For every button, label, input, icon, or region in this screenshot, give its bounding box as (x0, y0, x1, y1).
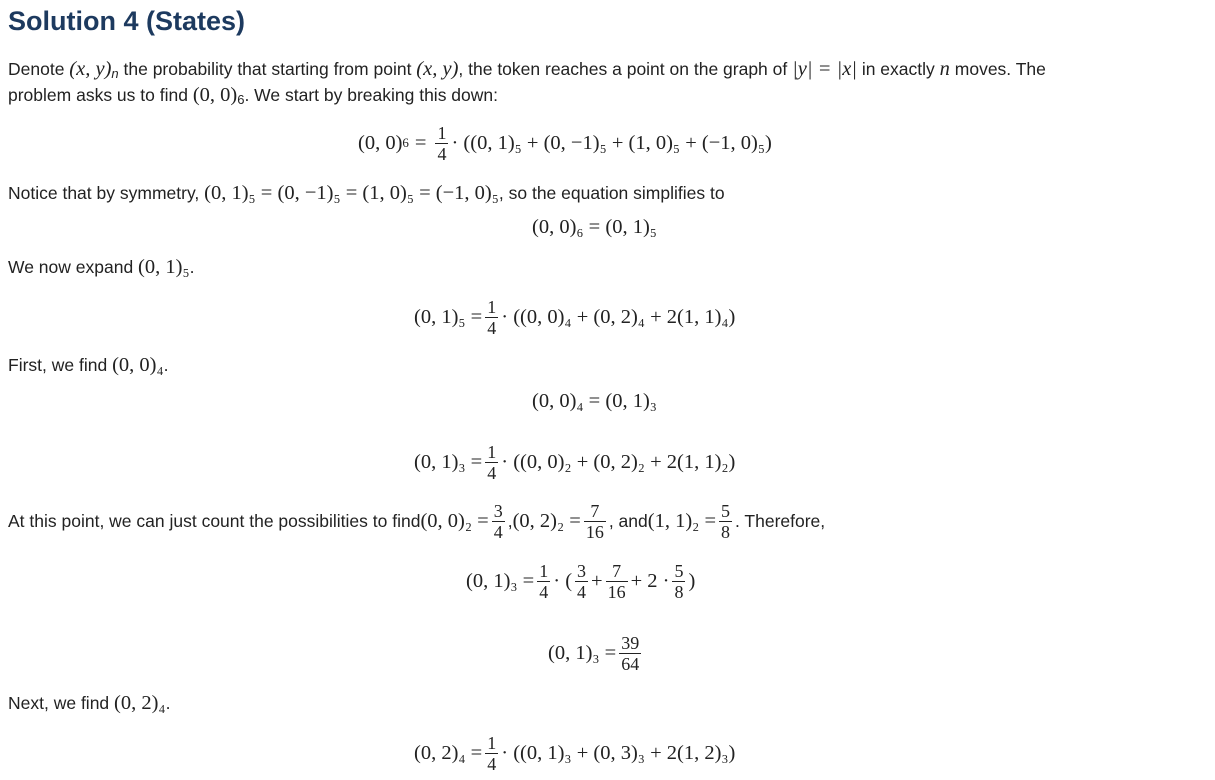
fraction: $\frac{5}{8}$ (721, 500, 731, 542)
fraction: $\frac{1}{4}$ (487, 296, 497, 338)
paragraph-first: First, we find (0, 0)₄. (8, 354, 169, 376)
fraction: $\frac{7}{16}$ (607, 560, 626, 602)
fraction: $\frac{1}{4}$ (437, 122, 447, 164)
paragraph-expand: We now expand (0, 1)₅. (8, 256, 195, 278)
fraction: $\frac{7}{16}$ (585, 500, 604, 542)
fraction: $\frac{5}{8}$ (674, 560, 684, 602)
paragraph-intro: Denote (x, $y)_n$ the probability that starting from point (x, y), the token reaches a point on the graph of |y| = |x| in exactly n moves. The (8, 58, 1046, 81)
equation-7: (0, 1)₃ = $\frac{39}{64}$ (548, 632, 640, 674)
fraction: $\frac{3}{4}$ (577, 560, 587, 602)
paragraph-count: At this point, we can just count the possibilities to find (0, 0)₂ = $\frac{3}{4}$ , (0, 2)₂ = $\frac{7}{16}$ , and (1, 1)₂ = $\frac{5}{8}$ . Therefore, (8, 500, 826, 542)
fraction: $\frac{1}{4}$ (487, 732, 497, 774)
paragraph-symmetry: Notice that by symmetry, (0, 1)₅ = (0, −1)₅ = (1, 0)₅ = (−1, 0)₅, so the equation simplifies to (8, 182, 725, 204)
paragraph-next: Next, we find (0, 2)₄. (8, 692, 171, 714)
equation-8: (0, 2)₄ = $\frac{1}{4}$ · ((0, 1)₃ + (0, 3)₃ + 2(1, 2)₃) (414, 732, 736, 774)
fraction: $\frac{1}{4}$ (487, 441, 497, 483)
equation-1: (0, 0) 6 = $\frac{1}{4}$ · ((0, 1)₅ + (0, −1)₅ + (1, 0)₅ + (−1, 0)₅) (358, 122, 772, 164)
solution-title: Solution 4 (States) (8, 6, 246, 36)
equation-4: (0, 0)₄ = (0, 1)₃ (532, 390, 657, 412)
equation-6: (0, 1)₃ = $\frac{1}{4}$ · ( $\frac{3}{4}$ + $\frac{7}{16}$ + 2 · $\frac{5}{8}$ ) (466, 560, 696, 602)
fraction: $\frac{39}{64}$ (621, 632, 640, 674)
equation-3: (0, 1)₅ = $\frac{1}{4}$ · ((0, 0)₄ + (0, 2)₄ + 2(1, 1)₄) (414, 296, 736, 338)
fraction: $\frac{1}{4}$ (539, 560, 549, 602)
paragraph-intro-line2: problem asks us to find (0, $0)_6$. We start by breaking this down: (8, 84, 498, 107)
equation-2: (0, 0)₆ = (0, 1)₅ (532, 216, 657, 238)
equation-5: (0, 1)₃ = $\frac{1}{4}$ · ((0, 0)₂ + (0, 2)₂ + 2(1, 1)₂) (414, 441, 736, 483)
fraction: $\frac{3}{4}$ (493, 500, 503, 542)
